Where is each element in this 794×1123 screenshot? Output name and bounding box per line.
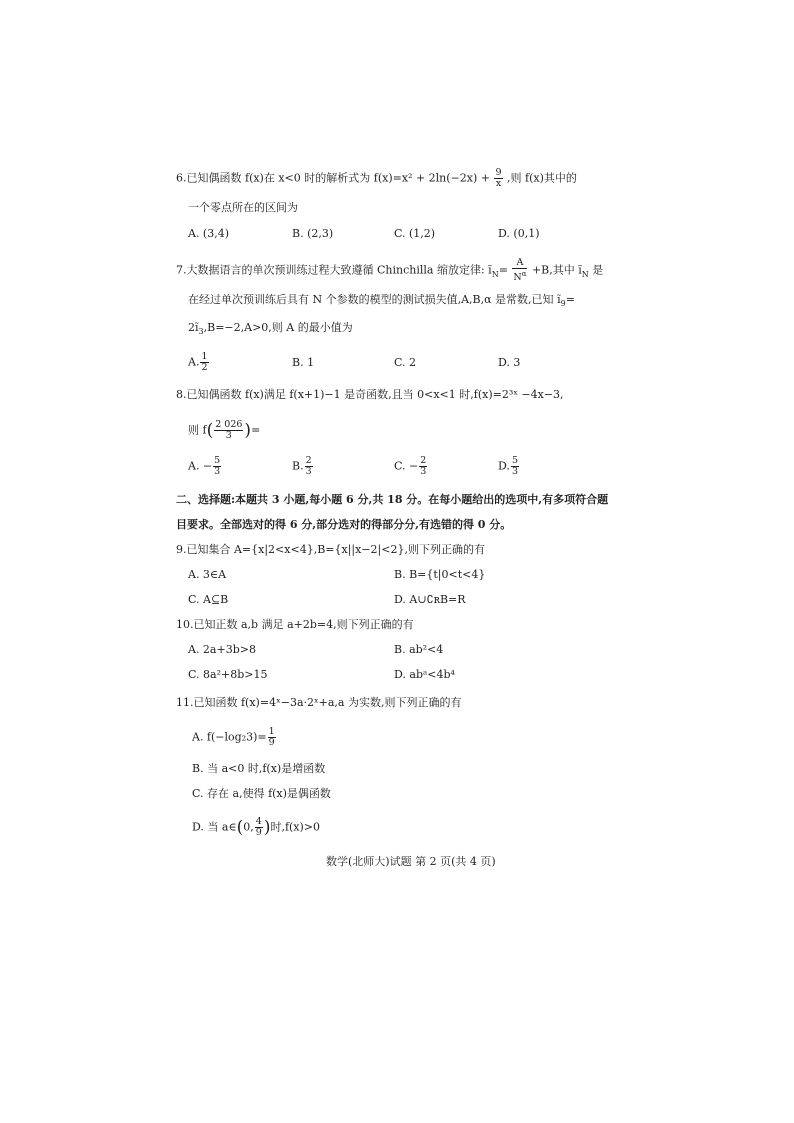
- q11-option-d-tail: 时,f(x)>0: [270, 820, 321, 834]
- q11-option-b: B. 当 a<0 时,f(x)是增函数: [192, 762, 326, 775]
- q9-option-b: B. B={t|0<t<4}: [394, 568, 486, 581]
- q7-loss-sub: N: [491, 269, 499, 279]
- q9-option-d: D. A∪∁ʀB=R: [394, 593, 466, 606]
- q7-loss-sub-2: N: [581, 269, 589, 279]
- q6-line2: 一个零点所在的区间为: [188, 201, 298, 214]
- q6-line1: [176, 168, 577, 189]
- q11-option-a-den: 9: [268, 737, 275, 748]
- q11-option-d-num: 4: [255, 816, 262, 827]
- q8-option-d-prefix: D.: [498, 459, 510, 473]
- q11-option-d-head: D. 当 a∈: [192, 820, 237, 834]
- q8-option-a-den: 3: [214, 466, 221, 477]
- q11-option-a: [192, 727, 277, 748]
- q7-option-c: C. 2: [394, 356, 417, 369]
- q8-option-b-num: 2: [305, 455, 312, 466]
- q10-option-c: C. 8a²+8b>15: [188, 668, 268, 681]
- q7-line2-tail: =: [565, 293, 575, 306]
- q8-option-c-num: 2: [420, 455, 427, 466]
- q7-option-a-num: 1: [201, 351, 208, 362]
- q8-option-d-den: 3: [511, 466, 518, 477]
- q7-option-a-prefix: A.: [188, 355, 200, 369]
- page-footer: 数学(北师大)试题 第 2 页(共 4 页): [326, 855, 496, 868]
- q8-option-d-fraction: [511, 456, 519, 477]
- q7-option-a-den: 2: [201, 362, 208, 373]
- q7-line2-text: 在经过单次预训练后具有 N 个参数的模型的测试损失值,A,B,α 是常数,已知: [188, 293, 554, 306]
- q11-option-d-zero: 0,: [243, 820, 254, 834]
- q7-line1: [176, 258, 603, 283]
- q8-line2-tail: =: [251, 423, 261, 437]
- q9-option-c: C. A⊆B: [188, 593, 229, 606]
- q8-option-a-fraction: [213, 456, 221, 477]
- q9-option-a: A. 3∈A: [188, 568, 227, 581]
- q11-stem: 11.已知函数 f(x)=4ˣ−3a·2ˣ+a,a 为实数,则下列正确的有: [176, 696, 462, 709]
- q6-frac-den: x: [495, 178, 502, 189]
- q8-option-b-fraction: [305, 456, 313, 477]
- q6-frac-num: 9: [495, 167, 502, 178]
- q6-option-c: C. (1,2): [394, 227, 436, 240]
- q7-loss-symbol: ĩ: [488, 263, 492, 277]
- q11-option-c: C. 存在 a,使得 f(x)是偶函数: [192, 787, 331, 800]
- q11-option-d-den: 9: [255, 827, 262, 838]
- q7-option-a-fraction: [200, 352, 208, 373]
- q10-stem: 10.已知正数 a,b 满足 a+2b=4,则下列正确的有: [176, 618, 414, 631]
- q7-option-b: B. 1: [292, 356, 315, 369]
- q8-option-b-den: 3: [305, 466, 312, 477]
- section2-header-line2: 目要求。全部选对的得 6 分,部分选对的得部分分,有选错的得 0 分。: [176, 518, 512, 531]
- q7-stem-tail-3: 是: [592, 263, 604, 277]
- section2-header-line1: 二、选择题:本题共 3 小题,每小题 6 分,共 18 分。在每小题给出的选项中,有多项符合题: [176, 493, 609, 506]
- q7-frac-den-sup: α: [521, 270, 527, 278]
- q8-option-c-prefix: C. −: [394, 459, 419, 473]
- q7-option-a: [188, 352, 210, 373]
- q9-stem: 9.已知集合 A={x|2<x<4},B={x||x−2|<2},则下列正确的有: [176, 543, 485, 556]
- q7-eq: =: [498, 263, 508, 277]
- q7-option-d: D. 3: [498, 356, 521, 369]
- q8-option-c-fraction: [419, 456, 427, 477]
- q7-frac-den: [512, 269, 527, 283]
- q7-line3-head: 2: [188, 321, 195, 334]
- q8-option-c-den: 3: [420, 466, 427, 477]
- q8-option-a: [188, 456, 222, 477]
- q8-frac-den: 3: [225, 430, 232, 441]
- q10-option-a: A. 2a+3b>8: [188, 643, 256, 656]
- q7-line2-symbol: ĩ: [557, 293, 561, 306]
- q7-stem-text: 7.大数据语言的单次预训练过程大致遵循 Chinchilla 缩放定律:: [176, 263, 485, 277]
- q8-paren-open: (: [206, 420, 214, 441]
- q7-fraction: [512, 258, 527, 283]
- q11-option-d: [192, 817, 320, 838]
- q8-paren-close: ): [244, 420, 252, 441]
- q6-option-d: D. (0,1): [498, 227, 540, 240]
- q11-option-a-num: 1: [268, 726, 275, 737]
- q8-option-a-num: 5: [214, 455, 221, 466]
- q7-frac-den-base: N: [513, 272, 522, 284]
- q11-option-d-paren-open: (: [236, 817, 244, 838]
- q8-line1: 8.已知偶函数 f(x)满足 f(x+1)−1 是奇函数,且当 0<x<1 时,f(x)=2³ˣ −4x−3,: [176, 388, 564, 401]
- q7-line2: [188, 293, 575, 311]
- q7-loss-symbol-2: ĩ: [578, 263, 582, 277]
- q8-option-a-prefix: A. −: [188, 459, 213, 473]
- q11-option-a-fraction: [268, 727, 276, 748]
- q8-frac-num: 2 026: [215, 419, 243, 430]
- q8-option-b-prefix: B.: [292, 459, 304, 473]
- q8-line2-head: 则 f: [188, 423, 207, 437]
- q11-option-a-head: A. f(−log₂3)=: [192, 730, 267, 744]
- q8-fraction: [214, 420, 243, 441]
- q6-stem-text: 6.已知偶函数 f(x)在 x<0 时的解析式为 f(x)=x² + 2ln(−2x) +: [176, 171, 490, 185]
- q8-line2: [188, 420, 260, 441]
- q10-option-b: B. ab²<4: [394, 643, 444, 656]
- q8-option-d: [498, 456, 520, 477]
- q11-option-d-paren-close: ): [263, 817, 271, 838]
- q7-stem-tail: +B,其中: [531, 263, 575, 277]
- q7-line2-sub: 9: [560, 299, 566, 309]
- q11-option-d-fraction: [255, 817, 263, 838]
- q6-option-a: A. (3,4): [188, 227, 230, 240]
- q7-line3: [188, 321, 353, 339]
- q8-option-b: [292, 456, 314, 477]
- q7-line3-symbol: ĩ: [195, 321, 199, 334]
- q10-option-d: D. abᵃ<4b⁴: [394, 668, 455, 681]
- q8-option-d-num: 5: [511, 455, 518, 466]
- q6-fraction: [494, 168, 502, 189]
- q7-line3-sub: 3: [198, 327, 204, 337]
- q6-stem-tail: ,则 f(x)其中的: [507, 171, 577, 185]
- q7-frac-num: A: [512, 258, 527, 269]
- q8-option-c: [394, 456, 428, 477]
- q7-line3-tail: ,B=−2,A>0,则 A 的最小值为: [203, 321, 353, 334]
- q6-option-b: B. (2,3): [292, 227, 334, 240]
